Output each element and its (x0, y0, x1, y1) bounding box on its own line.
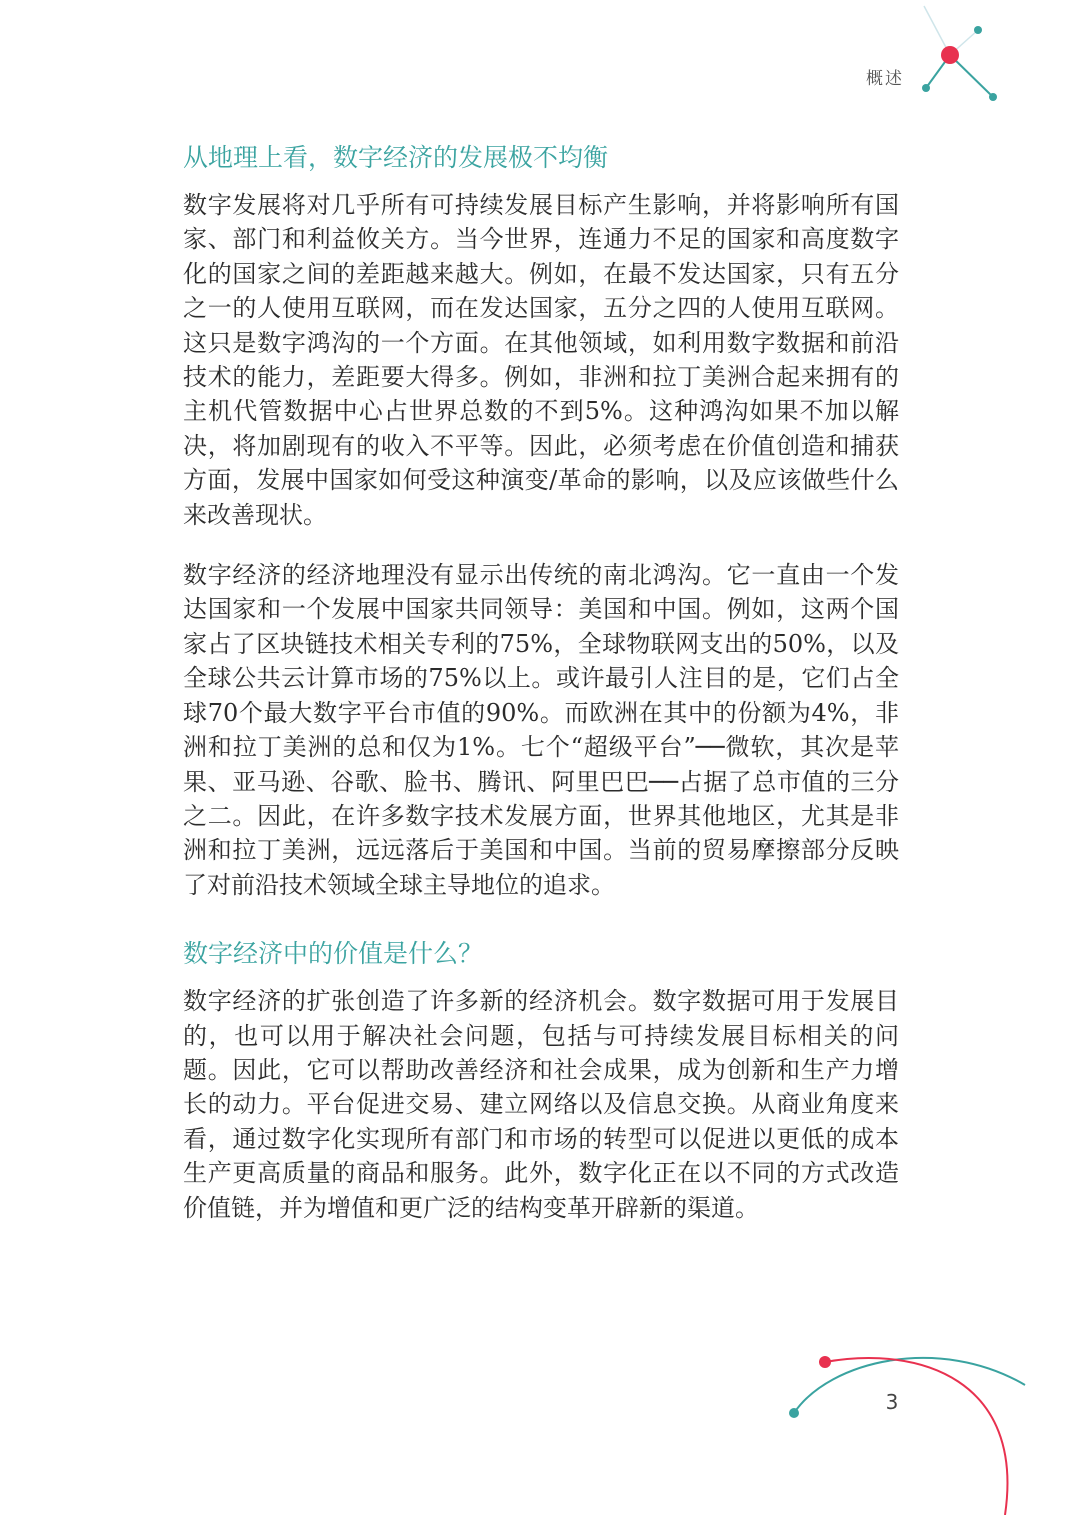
decorative-arc-graphic (770, 1340, 1080, 1515)
section-heading-geography: 从地理上看，数字经济的发展极不均衡 (183, 143, 609, 172)
paragraph: 数字发展将对几乎所有可持续发展目标产生影响，并将影响所有国家、部门和利益攸关方。当今世界，连通力不足的国家和高度数字化的国家之间的差距越来越大。例如，在最不发达国家，只有五分之一的人使用互联网，而在发达国家，五分之四的人使用互联网。这只是数字鸿沟的一个方面。在其他领域，如利用数字数据和前沿技术的能力，差距要大得多。例如，非洲和拉丁美洲合起来拥有的主机代管数据中心占世界总数的不到5%。这种鸿沟如果不加以解决，将加剧现有的收入不平等。因此，必须考虑在价值创造和捕获方面，发展中国家如何受这种演变/革命的影响，以及应该做些什么来改善现状。 (183, 191, 899, 529)
page-content (183, 140, 899, 1225)
page-number: 3 (885, 1390, 899, 1414)
running-head: 概述 (866, 69, 904, 89)
paragraph: 数字经济的经济地理没有显示出传统的南北鸿沟。它一直由一个发达国家和一个发展中国家共同领导：美国和中国。例如，这两个国家占了区块链技术相关专利的75%，全球物联网支出的50%，以及全球公共云计算市场的75%以上。或许最引人注目的是，它们占全球70个最大数字平台市值的90%。而欧洲在其中的份额为4%，非洲和拉丁美洲的总和仅为1%。七个“超级平台”──微软，其次是苹果、亚马逊、谷歌、脸书、腾讯、阿里巴巴──占据了总市值的三分之二。因此，在许多数字技术发展方面，世界其他地区，尤其是非洲和拉丁美洲，远远落后于美国和中国。当前的贸易摩擦部分反映了对前沿技术领域全球主导地位的追求。 (183, 561, 899, 899)
decorative-network-graphic (900, 0, 1080, 130)
paragraph: 数字经济的扩张创造了许多新的经济机会。数字数据可用于发展目的，也可以用于解决社会问题，包括与可持续发展目标相关的问题。因此，它可以帮助改善经济和社会成果，成为创新和生产力增长的动力。平台促进交易、建立网络以及信息交换。从商业角度来看，通过数字化实现所有部门和市场的转型可以促进以更低的成本生产更高质量的商品和服务。此外，数字化正在以不同的方式改造价值链，并为增值和更广泛的结构变革开辟新的渠道。 (183, 987, 899, 1222)
section-heading-value: 数字经济中的价值是什么？ (183, 939, 484, 969)
